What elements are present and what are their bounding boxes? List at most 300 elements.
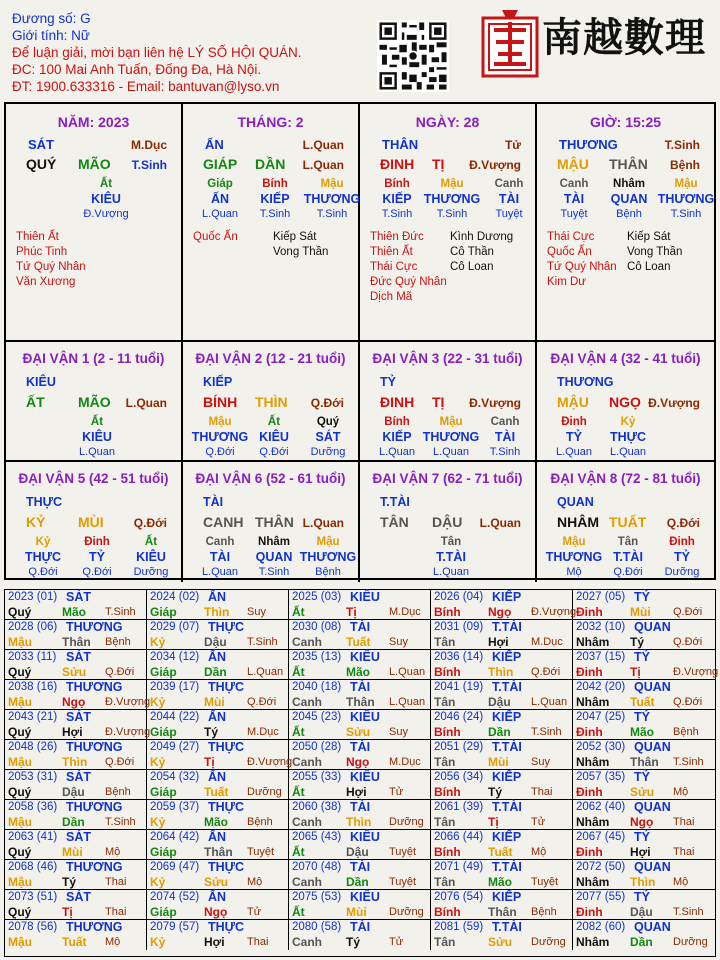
pillar-cell: [183, 104, 360, 342]
year-stage: M.Dục: [531, 636, 563, 648]
year-stem: Mậu: [8, 755, 32, 769]
year-stage: T.Sinh: [105, 606, 136, 618]
hidden-stage: L.Quan: [609, 446, 647, 458]
hidden-stem: Giáp: [207, 178, 233, 190]
year-stage: Đ.Vượng: [673, 666, 719, 678]
year-stem: Canh: [292, 755, 322, 769]
year-cell: [289, 770, 431, 800]
hidden-stage: L.Quan: [432, 446, 470, 458]
year-label: 2034 (12): [150, 651, 200, 663]
hidden-stage: L.Quan: [378, 446, 416, 458]
pillar-stage-top: Tử: [504, 138, 521, 152]
year-label: 2066 (44): [434, 831, 484, 843]
luck-period-branch: TỊ: [432, 394, 445, 410]
year-branch: Tý: [346, 935, 361, 949]
hidden-star: KIẾP: [260, 192, 290, 206]
pillar-branch: THÂN: [609, 156, 648, 172]
year-cell: [147, 860, 289, 890]
year-stem: Quý: [8, 725, 32, 739]
hidden-stem: Bính: [384, 416, 410, 428]
year-stem: Tân: [434, 875, 456, 889]
year-stage: Tử: [247, 906, 262, 918]
year-stage: Bệnh: [105, 636, 131, 648]
year-label: 2050 (28): [292, 741, 342, 753]
year-stem: Kỷ: [150, 815, 166, 829]
year-label: 2054 (32): [150, 771, 200, 783]
year-star: KIẾP: [492, 590, 522, 604]
auspicious-star: Đức Quý Nhân: [370, 276, 447, 288]
year-stem: Bính: [434, 605, 461, 619]
pillar-branch: MÃO: [78, 156, 111, 172]
year-stage: Q.Đới: [673, 696, 703, 708]
year-stage: M.Dục: [389, 606, 421, 618]
year-label: 2025 (03): [292, 591, 342, 603]
year-label: 2032 (10): [576, 621, 626, 633]
year-label: 2071 (49): [434, 861, 484, 873]
year-stage: Q.Đới: [673, 606, 703, 618]
hidden-stage: Dưỡng: [310, 446, 346, 458]
year-label: 2040 (18): [292, 681, 342, 693]
year-cell: [573, 830, 715, 860]
luck-period-star: KIẾP: [203, 375, 233, 389]
year-stage: Q.Đới: [105, 666, 135, 678]
year-label: 2062 (40): [576, 801, 626, 813]
hidden-star: TỶ: [674, 550, 690, 564]
year-stem: Tân: [434, 815, 456, 829]
pillar-main-star: THƯƠNG: [559, 137, 618, 152]
year-label: 2027 (05): [576, 591, 626, 603]
year-cell: [147, 740, 293, 770]
year-star: T.TÀI: [492, 620, 522, 634]
inauspicious-star: Vong Thần: [627, 246, 683, 258]
year-branch: Ngọ: [62, 695, 86, 709]
year-star: TỶ: [634, 830, 650, 844]
hidden-star: KIÊU: [82, 430, 112, 444]
year-star: KIÊU: [350, 830, 380, 844]
luck-period-cell: [360, 462, 537, 582]
year-star: ẤN: [208, 710, 227, 724]
year-stem: Ất: [292, 785, 305, 799]
year-star: TỶ: [634, 770, 650, 784]
year-stage: Q.Đới: [531, 666, 561, 678]
year-cell: [5, 590, 147, 620]
luck-period-star: TỶ: [380, 375, 396, 389]
hidden-stem: Kỷ: [35, 536, 51, 548]
year-star: KIÊU: [350, 770, 380, 784]
year-stem: Đinh: [576, 665, 603, 679]
year-branch: Tuất: [630, 695, 655, 709]
year-branch: Dậu: [204, 635, 227, 649]
luck-period-stem: NHÂM: [557, 514, 599, 530]
year-cell: [431, 740, 573, 770]
year-label: 2079 (57): [150, 921, 200, 933]
auspicious-star: Văn Xương: [16, 276, 76, 288]
inauspicious-star: Cô Loan: [627, 261, 671, 273]
year-cell: [5, 620, 147, 650]
year-stage: L.Quan: [247, 666, 284, 678]
year-branch: Thìn: [204, 605, 230, 619]
year-stem: Bính: [434, 785, 461, 799]
hidden-stem: Canh: [490, 416, 520, 428]
luck-period-star: T.TÀI: [380, 495, 410, 509]
year-cell: [573, 710, 715, 740]
year-branch: Dậu: [630, 905, 653, 919]
year-stage: M.Dục: [247, 726, 279, 738]
year-label: 2067 (45): [576, 831, 626, 843]
luck-period-stem: KỶ: [26, 514, 46, 530]
year-stem: Canh: [292, 635, 322, 649]
year-stage: Suy: [247, 606, 266, 618]
year-stage: M.Dục: [389, 756, 421, 768]
hidden-star: THƯƠNG: [299, 550, 357, 564]
year-star: TỶ: [634, 710, 650, 724]
hidden-stage: Q.Đới: [613, 566, 643, 578]
year-cell: [289, 620, 431, 650]
year-stem: Mậu: [8, 935, 32, 949]
year-cell: [147, 620, 289, 650]
year-cell: [5, 890, 147, 920]
hidden-stem: Canh: [559, 178, 589, 190]
year-cell: [289, 800, 431, 830]
year-stage: Dưỡng: [389, 816, 424, 828]
year-stem: Giáp: [150, 725, 177, 739]
year-stem: Canh: [292, 695, 322, 709]
year-branch: Hợi: [62, 725, 83, 739]
hidden-stem: Canh: [494, 178, 524, 190]
year-cell: [289, 830, 431, 860]
year-cell: [147, 800, 289, 830]
year-stage: Thai: [105, 876, 127, 888]
year-star: TỶ: [634, 650, 650, 664]
luck-period-branch: THÂN: [255, 514, 294, 530]
annual-luck-table: [4, 589, 719, 957]
year-stem: Bính: [434, 905, 461, 919]
luck-period-title: ĐẠI VẬN 1 (2 - 11 tuổi): [22, 351, 165, 366]
hidden-stem: Ất: [90, 416, 104, 428]
year-stage: Tử: [389, 936, 404, 948]
year-cell: [5, 680, 151, 710]
year-stem: Tân: [434, 695, 456, 709]
pillar-stem: ĐINH: [380, 156, 415, 172]
year-stem: Nhâm: [576, 875, 610, 889]
luck-period-cell: [6, 342, 183, 462]
luck-period-cell: [360, 342, 537, 462]
year-cell: [5, 710, 151, 740]
hidden-stage: Tuyệt: [495, 208, 523, 220]
year-star: THƯƠNG: [66, 860, 123, 874]
pillar-cell: [537, 104, 714, 342]
year-cell: [289, 920, 431, 950]
year-stem: Giáp: [150, 905, 177, 919]
year-stage: L.Quan: [531, 696, 568, 708]
qr-code-icon: [377, 20, 449, 92]
year-label: 2074 (52): [150, 891, 200, 903]
year-stage: Tử: [531, 816, 546, 828]
year-stem: Tân: [434, 635, 456, 649]
year-stem: Kỷ: [150, 635, 166, 649]
pillar-main-star: THÂN: [382, 137, 419, 152]
luck-period-star: QUAN: [557, 495, 594, 509]
year-star: SÁT: [66, 830, 91, 844]
hidden-stem: Quý: [316, 416, 340, 428]
hidden-star: KIÊU: [91, 192, 121, 206]
year-stage: Q.Đới: [673, 636, 703, 648]
hidden-star: THỰC: [24, 550, 62, 564]
year-stem: Mậu: [8, 695, 32, 709]
hidden-stage: T.Sinh: [316, 208, 348, 220]
year-label: 2048 (26): [8, 741, 58, 753]
year-cell: [431, 830, 573, 860]
year-stage: Mộ: [531, 846, 547, 858]
hidden-stage: L.Quan: [201, 208, 239, 220]
year-branch: Hợi: [488, 635, 509, 649]
year-stem: Ất: [292, 905, 305, 919]
year-star: TÀI: [350, 740, 371, 754]
year-stage: Đ.Vượng: [105, 726, 151, 738]
year-stem: Kỷ: [150, 755, 166, 769]
year-cell: [289, 590, 431, 620]
hidden-star: THƯƠNG: [303, 192, 361, 206]
hidden-star: ẤN: [210, 192, 230, 206]
year-branch: Dần: [62, 815, 85, 829]
year-stage: Đ.Vượng: [105, 696, 151, 708]
year-star: THƯƠNG: [66, 740, 123, 754]
year-label: 2060 (38): [292, 801, 342, 813]
hidden-star: TÀI: [498, 192, 520, 206]
hidden-stem: Nhâm: [258, 536, 290, 548]
hidden-stage: Q.Đới: [259, 446, 289, 458]
year-stage: Bệnh: [673, 726, 699, 738]
year-label: 2081 (59): [434, 921, 484, 933]
contact-phone-email: ĐT: 1900.633316 - Email: bantuvan@lyso.vn: [12, 79, 280, 94]
hidden-star: KIÊU: [259, 430, 289, 444]
year-star: TÀI: [350, 920, 371, 934]
hidden-stage: Q.Đới: [82, 566, 112, 578]
year-star: TỶ: [634, 590, 650, 604]
year-branch: Sửu: [488, 935, 513, 949]
luck-period-stem: ĐINH: [380, 394, 415, 410]
year-branch: Mùi: [204, 695, 225, 709]
year-label: 2053 (31): [8, 771, 58, 783]
year-label: 2047 (25): [576, 711, 626, 723]
year-stem: Canh: [292, 935, 322, 949]
year-label: 2023 (01): [8, 591, 58, 603]
year-stage: Thai: [673, 816, 695, 828]
auspicious-star: Thiên Đức: [370, 231, 424, 243]
red-seal-icon: [480, 8, 540, 80]
year-stage: T.Sinh: [105, 816, 136, 828]
year-label: 2031 (09): [434, 621, 484, 633]
year-cell: [147, 830, 289, 860]
year-branch: Thân: [488, 905, 517, 919]
year-cell: [289, 740, 431, 770]
year-stem: Mậu: [8, 875, 32, 889]
year-stem: Ất: [292, 605, 305, 619]
year-label: 2035 (13): [292, 651, 342, 663]
year-stage: Mộ: [247, 876, 263, 888]
hidden-star: QUAN: [610, 192, 648, 206]
year-stage: Dưỡng: [673, 936, 708, 948]
year-branch: Dần: [346, 875, 369, 889]
year-star: TÀI: [350, 800, 371, 814]
luck-period-title: ĐẠI VẬN 5 (42 - 51 tuổi): [18, 471, 169, 486]
year-stem: Quý: [8, 905, 32, 919]
year-cell: [289, 650, 431, 680]
luck-period-stage: Đ.Vượng: [469, 396, 521, 410]
year-label: 2064 (42): [150, 831, 200, 843]
year-star: TÀI: [350, 620, 371, 634]
year-branch: Dần: [488, 725, 511, 739]
year-cell: [431, 800, 573, 830]
year-star: KIẾP: [492, 890, 522, 904]
luck-period-title: ĐẠI VẬN 7 (62 - 71 tuổi): [372, 471, 523, 486]
year-stage: Tuyệt: [389, 846, 417, 858]
year-branch: Mùi: [62, 845, 83, 859]
luck-period-stage: L.Quan: [125, 396, 167, 410]
luck-period-star: THỰC: [26, 495, 63, 509]
luck-period-stem: CANH: [203, 514, 244, 530]
year-stem: Đinh: [576, 785, 603, 799]
year-branch: Ngọ: [346, 755, 370, 769]
year-cell: [147, 920, 289, 950]
inauspicious-star: Kiếp Sát: [627, 231, 671, 243]
luck-period-stem: MẬU: [557, 394, 589, 410]
year-stage: Tuyệt: [531, 876, 559, 888]
year-stem: Ất: [292, 725, 305, 739]
year-stem: Nhâm: [576, 815, 610, 829]
year-star: SÁT: [66, 650, 91, 664]
year-stem: Bính: [434, 725, 461, 739]
year-cell: [5, 650, 147, 680]
hidden-star: THỰC: [609, 430, 647, 444]
hidden-star: THƯƠNG: [423, 192, 481, 206]
year-stage: T.Sinh: [531, 726, 562, 738]
year-star: SÁT: [66, 770, 91, 784]
year-stem: Quý: [8, 605, 32, 619]
pillar-stem: QUÝ: [26, 156, 57, 172]
year-branch: Sửu: [62, 665, 87, 679]
hidden-stage: Q.Đới: [28, 566, 58, 578]
year-stage: Thai: [247, 936, 269, 948]
year-star: KIÊU: [350, 650, 380, 664]
year-cell: [431, 920, 573, 950]
hidden-star: TÀI: [563, 192, 585, 206]
year-branch: Mão: [204, 815, 228, 829]
year-stem: Đinh: [576, 845, 603, 859]
pillar-cell: [6, 104, 183, 342]
hidden-stem: Canh: [205, 536, 235, 548]
year-branch: Mùi: [346, 905, 367, 919]
year-stage: Mộ: [673, 876, 689, 888]
year-cell: [147, 710, 289, 740]
hidden-stem: Nhâm: [613, 178, 645, 190]
year-star: ẤN: [208, 890, 227, 904]
year-cell: [431, 710, 573, 740]
year-stage: Đ.Vượng: [247, 756, 293, 768]
year-star: QUAN: [634, 620, 671, 634]
luck-period-cell: [183, 462, 360, 582]
year-star: TỶ: [634, 890, 650, 904]
year-stem: Canh: [292, 815, 322, 829]
year-stage: Bệnh: [531, 906, 557, 918]
hidden-stem: Mậu: [440, 178, 464, 190]
year-branch: Sửu: [346, 725, 371, 739]
hidden-star: KIẾP: [382, 192, 412, 206]
luck-period-title: ĐẠI VẬN 2 (12 - 21 tuổi): [195, 351, 346, 366]
year-label: 2072 (50): [576, 861, 626, 873]
hidden-star: TỶ: [89, 550, 105, 564]
year-stem: Kỷ: [150, 875, 166, 889]
hidden-stage: Bệnh: [315, 566, 341, 578]
hidden-stem: Mậu: [316, 536, 340, 548]
luck-period-title: ĐẠI VẬN 6 (52 - 61 tuổi): [195, 471, 346, 486]
year-star: KIẾP: [492, 770, 522, 784]
hidden-stem: Mậu: [674, 178, 698, 190]
pillar-stage-branch: Bệnh: [670, 158, 700, 172]
year-branch: Tý: [204, 725, 219, 739]
year-stage: Q.Đới: [105, 756, 135, 768]
year-branch: Mão: [630, 725, 654, 739]
year-stage: Bệnh: [247, 816, 273, 828]
year-label: 2080 (58): [292, 921, 342, 933]
pillar-stage-top: M.Dục: [131, 138, 167, 152]
brand-calligraphy: 南越數理: [542, 14, 706, 61]
year-cell: [5, 770, 147, 800]
year-cell: [289, 710, 431, 740]
pillar-main-star: ẤN: [205, 137, 224, 152]
year-cell: [5, 860, 147, 890]
luck-period-branch: MÙI: [78, 514, 104, 530]
year-cell: [5, 830, 147, 860]
hidden-stem: Bính: [384, 178, 410, 190]
year-label: 2056 (34): [434, 771, 484, 783]
year-stem: Nhâm: [576, 755, 610, 769]
year-label: 2036 (14): [434, 651, 484, 663]
year-branch: Thân: [204, 845, 233, 859]
year-cell: [5, 740, 147, 770]
year-star: THỰC: [208, 740, 245, 754]
year-stage: Thai: [673, 846, 695, 858]
pillar-stage-top: L.Quan: [302, 138, 344, 152]
year-label: 2045 (23): [292, 711, 342, 723]
year-star: THỰC: [208, 800, 245, 814]
hidden-stage: L.Quan: [78, 446, 116, 458]
hidden-stage: L.Quan: [555, 446, 593, 458]
year-label: 2057 (35): [576, 771, 626, 783]
luck-period-cell: [183, 342, 360, 462]
year-label: 2033 (11): [8, 651, 57, 663]
auspicious-star: Quốc Ấn: [547, 246, 592, 258]
year-branch: Dậu: [488, 695, 511, 709]
year-cell: [573, 920, 715, 950]
year-stem: Đinh: [576, 725, 603, 739]
year-branch: Tuất: [62, 935, 87, 949]
year-stage: Suy: [389, 636, 408, 648]
year-star: TÀI: [350, 860, 371, 874]
pillar-cell: [360, 104, 537, 342]
year-label: 2037 (15): [576, 651, 626, 663]
year-label: 2029 (07): [150, 621, 200, 633]
year-label: 2028 (06): [8, 621, 58, 633]
hidden-stem: Ất: [144, 536, 158, 548]
luck-period-title: ĐẠI VẬN 3 (22 - 31 tuổi): [372, 351, 523, 366]
owner-name: Đương số: G: [12, 11, 91, 26]
pillar-title: NGÀY: 28: [415, 114, 480, 130]
year-label: 2052 (30): [576, 741, 626, 753]
luck-period-stage: Q.Đới: [666, 516, 700, 530]
year-stage: L.Quan: [389, 696, 426, 708]
year-label: 2039 (17): [150, 681, 200, 693]
